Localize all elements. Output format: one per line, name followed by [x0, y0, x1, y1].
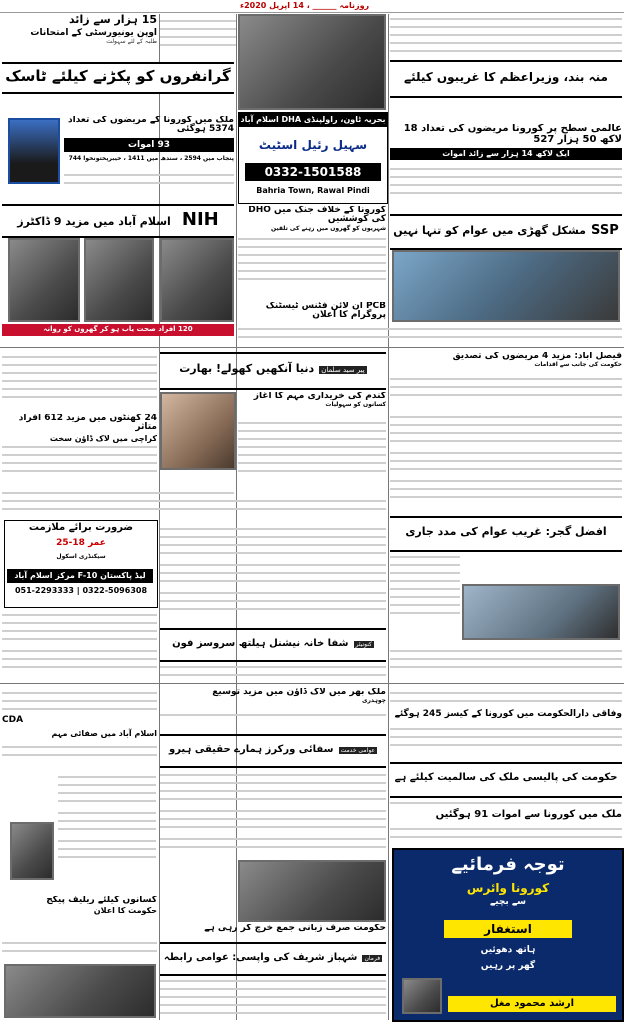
section-divider — [0, 347, 624, 348]
ad-title: ضرورت برائے ملازمت — [28, 522, 134, 533]
banner-text: افضل گجر: غریب عوام کی مدد جاری — [405, 525, 607, 538]
banner-text: حکومت کی پالیسی ملک کی سالمیت کیلئے ہے — [394, 772, 618, 783]
group-photo — [4, 964, 156, 1018]
story-headline: فیصل آباد: مزید 4 مریضوں کی تصدیق — [452, 352, 622, 361]
ad-title: بحریہ ٹاون، راولپنڈی DHA اسلام آباد — [239, 113, 387, 127]
middle-col-filler — [160, 976, 386, 1020]
middle-col-stories — [160, 524, 386, 624]
story-subhead: طلبہ کے لئے سہولت — [106, 37, 157, 45]
ad-age: عمر 18-25 — [56, 538, 106, 548]
left-col-stories — [58, 772, 156, 892]
banner-text: شفا خانہ نیشنل ہیلتھ سروسز فون — [172, 638, 349, 649]
banner-text: سفائی ورکرز ہمارے حقیقی ہیرو — [169, 744, 334, 755]
nih-label: NIH — [181, 209, 219, 230]
left-col-stories — [2, 610, 157, 680]
story-headline: گندم کی خریداری مہم کا آغاز — [253, 392, 386, 401]
government-story — [160, 924, 386, 940]
ad-title: توجہ فرمائیے — [451, 854, 565, 875]
ad-line: گھر پر رہیں — [480, 961, 536, 971]
banner-text: مشکل گھڑی میں عوام کو تنہا نہیں — [393, 224, 586, 237]
left-col-filler — [2, 938, 157, 962]
left-col-story — [2, 352, 157, 412]
banner-badge: کنونیئر — [355, 641, 372, 648]
cda-label: CDA — [2, 715, 24, 725]
policy-banner — [390, 762, 622, 798]
nih-banner — [2, 204, 234, 238]
kashmir-banner — [160, 352, 386, 390]
karachi-story — [2, 414, 157, 484]
column-divider — [388, 14, 389, 1020]
story-headline: ملک بھر میں لاک ڈاؤن میں مزید توسیع — [212, 688, 386, 697]
story-subhead: پنجاب میں 2594 ، سندھ میں 1411 ، خیبرپختونخوا 744 — [68, 154, 234, 162]
ad-line: سیکنڈری اسکول — [56, 553, 106, 560]
middle-filler — [160, 496, 386, 520]
story-headline: کسانوں کیلئے ریلیف پیکج — [46, 896, 157, 905]
covid-stats-story — [64, 116, 234, 188]
cleaning-banner — [160, 734, 386, 768]
banner-badge: پیر سید سلمان — [321, 366, 365, 374]
banner-text: منہ بند، وزیراعظم کا غریبوں کیلئے — [404, 70, 608, 84]
ad-subtitle: کورونا وائرس — [466, 881, 550, 895]
woman-photo — [160, 392, 236, 470]
relief-banner — [390, 60, 622, 98]
top-right-story — [390, 14, 622, 56]
story-headline: ملک میں کورونا سے اموات 91 ہوگئیں — [435, 809, 622, 820]
story-subhead: کسانوں کو سہولیات — [325, 401, 386, 409]
story-headline: اسلام آباد میں صفائی مہم — [51, 729, 157, 738]
afzal-banner — [390, 516, 622, 552]
ssp-banner — [390, 214, 622, 250]
right-col-story — [390, 552, 460, 642]
death-toll-story — [390, 798, 622, 846]
task-force-banner — [2, 62, 234, 94]
banner-badge: فرمان — [364, 955, 381, 962]
section-divider — [0, 683, 624, 684]
ad-subtitle-2: سے بچیے — [489, 897, 527, 907]
ad-line: ہاتھ دھوئیں — [480, 945, 536, 955]
dho-story — [238, 206, 386, 298]
banner-badge: عوامی خدمت — [340, 747, 375, 754]
filler-lines — [238, 324, 622, 344]
story-headline: PCB آن لائن فٹنس ٹیسٹنگ پروگرام کا اعلان — [265, 302, 386, 321]
middle-filler — [160, 662, 386, 682]
ad-phone: 0332-1501588 — [245, 163, 381, 181]
ad-subtitle: سہیل رئیل اسٹیٹ — [258, 138, 368, 152]
pcb-story — [238, 302, 386, 322]
right-col-stories — [390, 412, 622, 512]
jobs-ad — [4, 520, 158, 608]
ad-footer: Bahria Town, Rawal Pindi — [256, 186, 370, 195]
ad-city: لیڈ پاکستان F-10 مرکز اسلام آباد — [7, 569, 153, 583]
islamabad-count-story — [390, 688, 622, 758]
ad-phone: 051-2293333 | 0322-5096308 — [14, 586, 148, 595]
meeting-photo — [84, 238, 154, 322]
ad-footer: ارشد محمود مغل — [448, 996, 616, 1012]
banner-text: دنیا آنکھیں کھولے! بھارت — [179, 362, 315, 375]
top-news-photo — [238, 14, 386, 110]
meeting-photo — [238, 860, 386, 922]
cda-story — [2, 688, 157, 768]
stats-bar: 93 اموات — [64, 138, 234, 152]
story-subhead: شہریوں کو گھروں میں رہنے کی تلقین — [270, 224, 386, 232]
campaign-banner — [160, 942, 386, 976]
portrait-photo — [8, 118, 60, 184]
shafa-banner — [160, 628, 386, 662]
story-headline: عالمی سطح پر کورونا مریضوں کی تعداد 18 لاکھ 50 ہزار 527 — [403, 124, 622, 145]
ssp-label: SSP — [591, 223, 619, 238]
story-subhead: چوہدری — [361, 697, 386, 705]
ad-line: استغفار — [444, 920, 572, 938]
story-headline: 24 گھنٹوں میں مزید 612 افراد متاثر — [18, 414, 157, 433]
story-headline: ملک میں کورونا کے مریضوں کی تعداد 5374 ہوگئی — [68, 116, 234, 135]
meeting-photo — [160, 238, 234, 322]
masthead-strip — [0, 0, 624, 13]
story-headline: حکومت کا اعلان — [93, 906, 157, 916]
dha-real-estate-ad — [238, 112, 388, 204]
farmers-story — [2, 896, 157, 936]
story-headline: وفاقی دارالحکومت میں کورونا کے کیسز 245 ہوگئے — [394, 709, 622, 719]
group-photo — [462, 584, 620, 640]
lockdown-story — [160, 688, 386, 728]
portrait-photo — [10, 822, 54, 880]
story-headline: کورونا کے خلاف جنگ میں DHO کی کوششیں — [248, 206, 386, 225]
stats-bar: ایک لاکھ 14 ہزار سے زائد اموات — [390, 148, 622, 160]
meeting-photo — [8, 238, 80, 322]
wheat-story — [238, 392, 386, 492]
story-headline: کراچی میں لاک ڈاؤن سخت — [49, 433, 157, 443]
top-left2-story — [160, 14, 236, 60]
masthead-date: روزنامہ ______ ، 14 اپریل 2020ء — [240, 1, 370, 10]
top-left-story — [2, 14, 157, 60]
recovery-red-strip: 120 افراد صحت یاب ہو کر گھروں کو روانہ — [2, 324, 234, 336]
faisalabad-story — [390, 352, 622, 408]
ssp-event-photo — [392, 250, 620, 322]
banner-text: گرانفروں کو پکڑنے کیلئے ٹاسک — [5, 67, 231, 85]
middle-col-stories — [160, 770, 386, 858]
story-headline: اوپن یونیورسٹی کے امتحانات — [30, 27, 157, 38]
global-stats-story — [390, 124, 622, 204]
banner-text: شہباز شریف کی واپسی: عوامی رابطہ — [163, 952, 358, 963]
banner-text: اسلام آباد میں مزید 9 ڈاکٹرز — [17, 215, 171, 228]
story-headline: 15 ہزار سے زائد — [68, 14, 157, 26]
story-subhead: حکومت کی جانب سے اقدامات — [534, 361, 622, 369]
right-col-filler — [390, 646, 622, 682]
corona-awareness-ad — [392, 848, 624, 1022]
story-headline: حکومت صرف زبانی جمع خرچ کر رہی ہے — [204, 924, 386, 933]
ad-portrait — [402, 978, 442, 1014]
